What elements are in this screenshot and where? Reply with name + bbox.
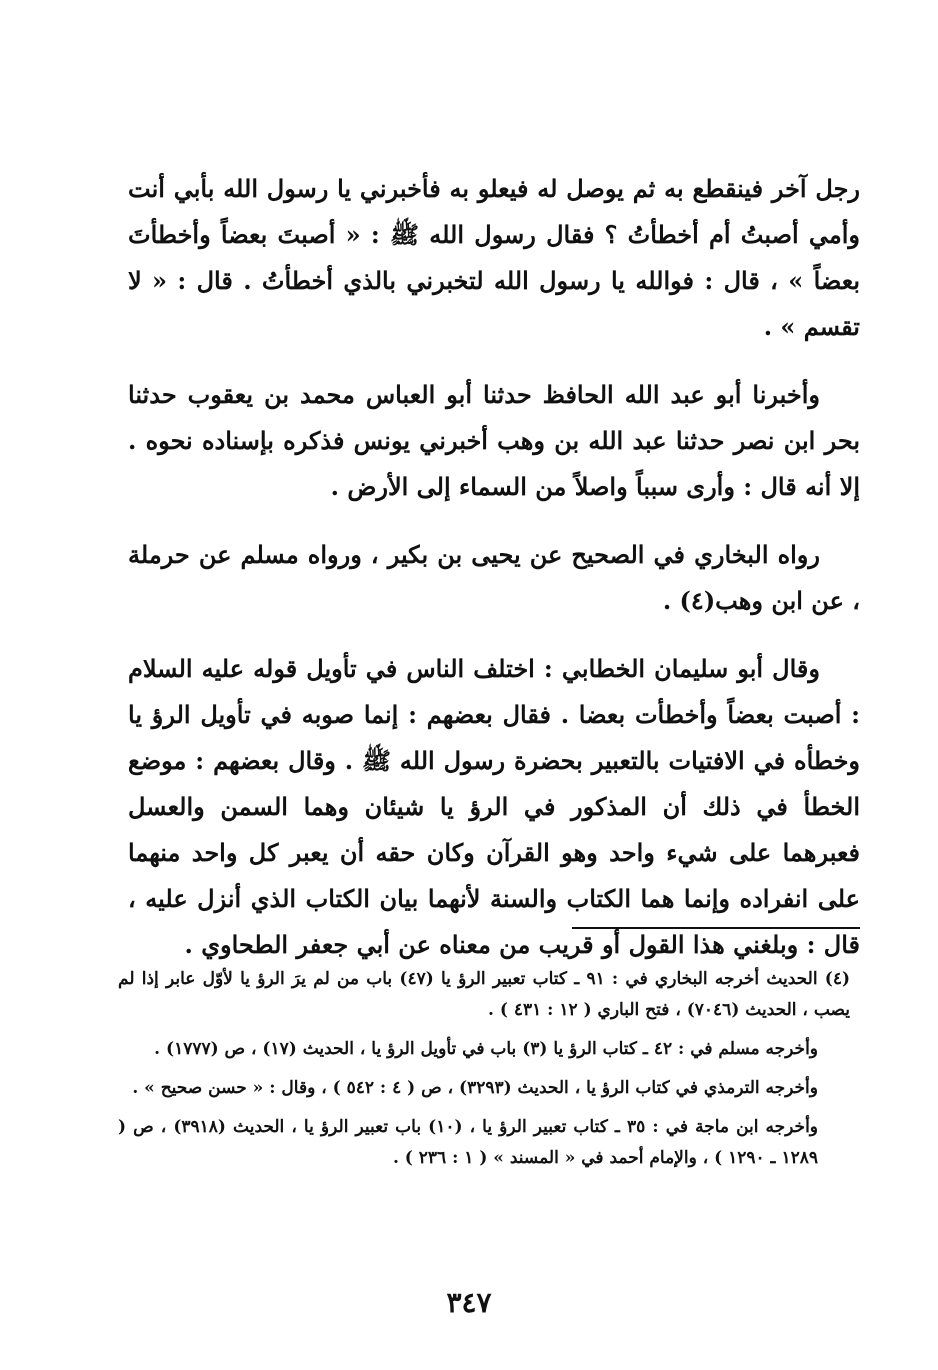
paragraph-3: رواه البخاري في الصحيح عن يحيى بن بكير ، ورواه مسلم عن حرملة ، عن ابن وهب(٤) . [128, 540, 860, 615]
footnote-4-ibn-majah: وأخرجه ابن ماجة في : ٣٥ ـ كتاب تعبير الرؤ يا ، (١٠) باب تعبير الرؤ يا ، الحديث (٣٩١٨) ، ص ( ١٢٨٩ ـ ١٢٩٠ ) ، والإمام أحمد في « المسند » ( ١ : ٢٣٦ ) . [118, 1117, 818, 1168]
footnote-4-muslim: وأخرجه مسلم في : ٤٢ ـ كتاب الرؤ يا (٣) باب في تأويل الرؤ يا ، الحديث (١٧) ، ص (١٧٧٧) . [154, 1039, 818, 1059]
page-number: ٣٤٧ [446, 1286, 492, 1319]
footnote-4-tirmidhi: وأخرجه الترمذي في كتاب الرؤ يا ، الحديث (٣٢٩٣) ، ص ( ٤ : ٥٤٢ ) ، وقال : « حسن صحيح » . [132, 1078, 818, 1098]
paragraph-1: رجل آخر فينقطع به ثم يوصل له فيعلو به فأخبرني يا رسول الله بأبي أنت وأمي أصبتُ أم أخطأتُ ؟ فقال رسول الله ﷺ : « أصبتَ بعضاً وأخطأتَ بعضاً » ، قال : فوالله يا رسول الله لتخبرني بالذي أخطأتُ . قال : « لا تقسم » . [128, 174, 860, 341]
footnotes [118, 964, 850, 1182]
footnote-4: (٤) الحديث أخرجه البخاري في : ٩١ ـ كتاب تعبير الرؤ يا (٤٧) باب من لم يرَ الرؤ يا لأوّل عابر إذا لم يصب ، الحديث (٧٠٤٦) ، فتح الباري ( ١٢ : ٤٣١ ) . [118, 969, 850, 1020]
main-text [128, 166, 860, 990]
paragraph-4: وقال أبو سليمان الخطابي : اختلف الناس في تأويل قوله عليه السلام : أصبت بعضاً وأخطأت بعضا . فقال بعضهم : إنما صوبه في تأويل الرؤ يا وخطأه في الافتيات بالتعبير بحضرة رسول الله ﷺ . وقال بعضهم : موضع الخطأ في ذلك أن المذكور في الرؤ يا شيئان وهما السمن والعسل فعبرهما على شيء واحد وهو القرآن وكان حقه أن يعبر كل واحد منهما على انفراده وإنما هما الكتاب والسنة لأنهما بيان الكتاب الذي أنزل عليه ، قال : وبلغني هذا القول أو قريب من معناه عن أبي جعفر الطحاوي . [128, 654, 860, 959]
paragraph-2: وأخبرنا أبو عبد الله الحافظ حدثنا أبو العباس محمد بن يعقوب حدثنا بحر ابن نصر حدثنا عبد الله بن وهب أخبرني يونس فذكره بإسناده نحوه . إلا أنه قال : وأرى سبباً واصلاً من السماء إلى الأرض . [128, 380, 860, 501]
footnote-separator [572, 927, 860, 929]
